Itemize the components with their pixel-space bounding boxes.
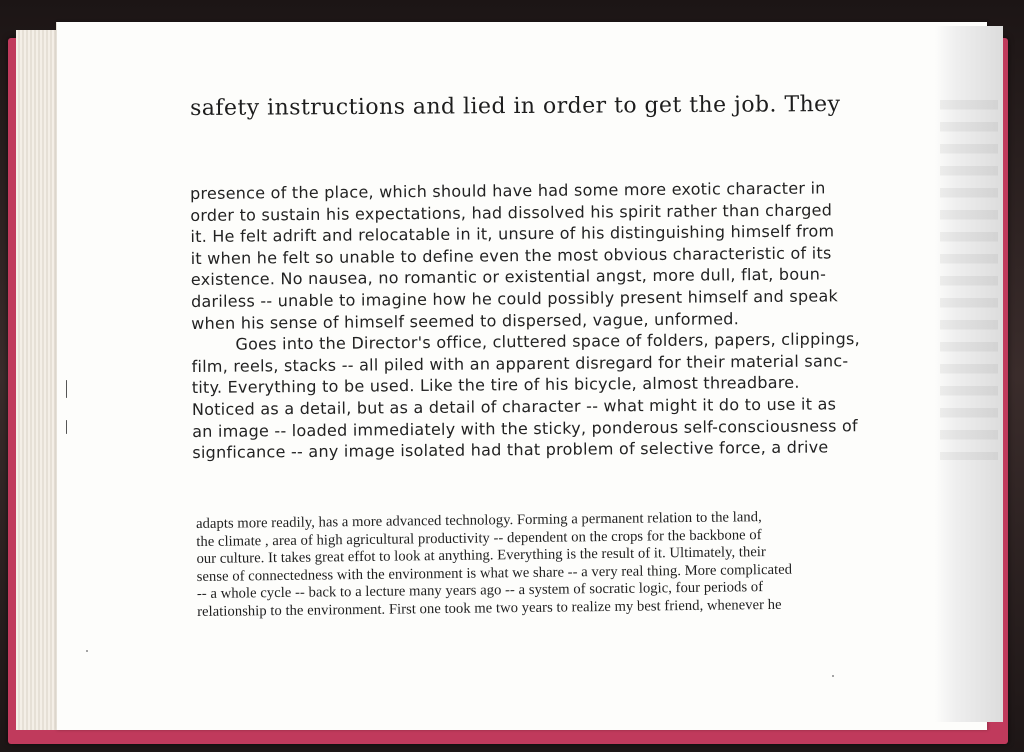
paragraph-line: it. He felt adrift and relocatable in it, unsure of his distinguishing himself from <box>190 221 835 247</box>
paragraph-line: tity. Everything to be used. Like the tire of his bicycle, almost threadbare. <box>191 373 800 398</box>
paragraph-line: an image -- loaded immediately with the sticky, ponderous self-consciousness of <box>192 415 858 441</box>
paragraph-line: when his sense of himself seemed to dispersed, vague, unformed. <box>191 308 740 333</box>
text-strip-headline <box>190 89 950 124</box>
scan-speck <box>86 650 88 652</box>
paragraph-line: film, reels, stacks -- all piled with an apparent disregard for their material sanc- <box>191 351 849 376</box>
small-print-line: the climate , area of high agricultural productivity -- dependent on the crops for the backbone of <box>196 526 762 550</box>
scan-speck <box>66 380 67 398</box>
paragraph-line: Goes into the Director's office, cluttered space of folders, papers, clippings, <box>235 329 860 354</box>
paragraph-line: presence of the place, which should have had some more exotic character in <box>190 178 826 203</box>
paragraph-line: signficance -- any image isolated had that problem of selective force, a drive <box>192 437 829 463</box>
paragraph-line: Noticed as a detail, but as a detail of character -- what might it do to use it as <box>191 394 837 419</box>
paragraph-line: existence. No nausea, no romantic or existential angst, more dull, flat, boun- <box>190 264 827 290</box>
small-print-line: sense of connectedness with the environment is what we share -- a very real thing. More complicated <box>196 561 793 585</box>
small-print-line: -- a whole cycle -- back to a lecture many years ago -- a system of socratic logic, four periods of <box>196 579 764 603</box>
paragraph-line: dariless -- unable to imagine how he could possibly present himself and speak <box>190 286 839 311</box>
text-strip-paragraphs <box>190 176 952 463</box>
scan-speck <box>832 675 834 677</box>
headline-line: safety instructions and lied in order to get the job. They <box>190 92 841 121</box>
small-print-line: relationship to the environment. First one took me two years to realize my best friend, whenever he <box>197 596 782 620</box>
scan-speck <box>66 420 67 434</box>
small-print-line: our culture. It takes great effot to look at anything. Everything is the result of it. Ultimately, their <box>196 544 766 568</box>
paragraph-line: order to sustain his expectations, had dissolved his spirit rather than charged <box>190 199 833 225</box>
paragraph-line: it when he felt so unable to define even the most obvious characteristic of its <box>190 243 832 268</box>
small-print-line: adapts more readily, has a more advanced technology. Forming a permanent relation to the land, <box>196 509 762 532</box>
text-strip-small-print <box>196 507 957 622</box>
